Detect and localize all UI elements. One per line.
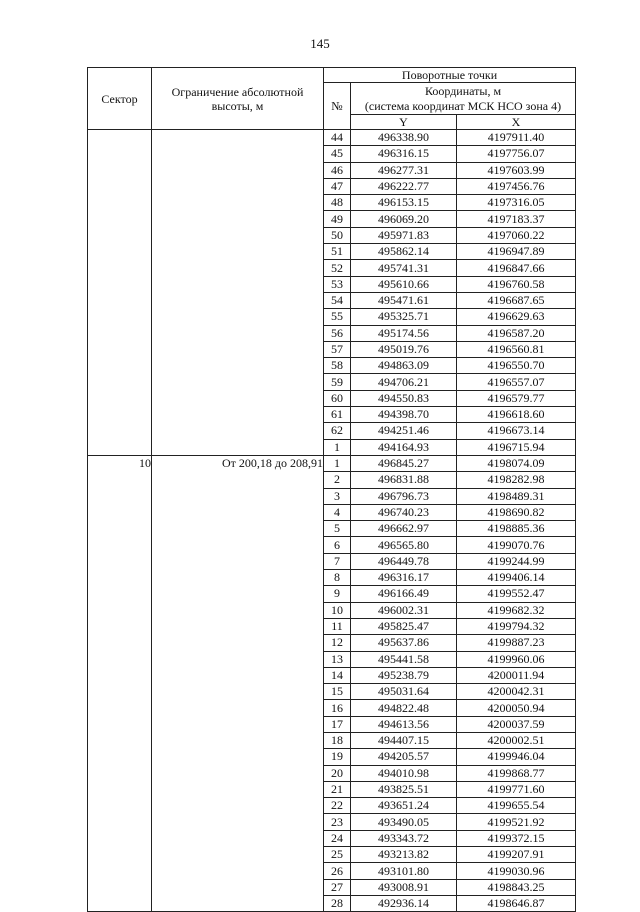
point-number-cell: 6 bbox=[324, 537, 351, 553]
point-number-cell: 57 bbox=[324, 341, 351, 357]
x-coordinate-cell: 4197183.37 bbox=[457, 211, 576, 227]
x-coordinate-cell: 4196687.65 bbox=[457, 292, 576, 308]
point-number-cell: 28 bbox=[324, 895, 351, 911]
header-number: № bbox=[324, 83, 351, 130]
y-coordinate-cell: 494010.98 bbox=[351, 765, 457, 781]
y-coordinate-cell: 496338.90 bbox=[351, 130, 457, 146]
y-coordinate-cell: 496796.73 bbox=[351, 488, 457, 504]
y-coordinate-cell: 494205.57 bbox=[351, 749, 457, 765]
altitude-limit-cell bbox=[152, 130, 324, 456]
x-coordinate-cell: 4196629.63 bbox=[457, 309, 576, 325]
point-number-cell: 21 bbox=[324, 781, 351, 797]
x-coordinate-cell: 4196587.20 bbox=[457, 325, 576, 341]
point-number-cell: 47 bbox=[324, 178, 351, 194]
point-number-cell: 62 bbox=[324, 423, 351, 439]
point-number-cell: 53 bbox=[324, 276, 351, 292]
point-number-cell: 12 bbox=[324, 635, 351, 651]
point-number-cell: 44 bbox=[324, 130, 351, 146]
point-number-cell: 55 bbox=[324, 309, 351, 325]
point-number-cell: 52 bbox=[324, 260, 351, 276]
y-coordinate-cell: 496153.15 bbox=[351, 195, 457, 211]
point-number-cell: 17 bbox=[324, 716, 351, 732]
point-number-cell: 27 bbox=[324, 879, 351, 895]
header-x: X bbox=[457, 115, 576, 130]
x-coordinate-cell: 4198282.98 bbox=[457, 472, 576, 488]
y-coordinate-cell: 496316.15 bbox=[351, 146, 457, 162]
x-coordinate-cell: 4198646.87 bbox=[457, 895, 576, 911]
x-coordinate-cell: 4197060.22 bbox=[457, 227, 576, 243]
y-coordinate-cell: 494398.70 bbox=[351, 407, 457, 423]
x-coordinate-cell: 4196715.94 bbox=[457, 439, 576, 455]
y-coordinate-cell: 495238.79 bbox=[351, 667, 457, 683]
y-coordinate-cell: 494550.83 bbox=[351, 390, 457, 406]
point-number-cell: 50 bbox=[324, 227, 351, 243]
y-coordinate-cell: 494706.21 bbox=[351, 374, 457, 390]
y-coordinate-cell: 496316.17 bbox=[351, 570, 457, 586]
x-coordinate-cell: 4199372.15 bbox=[457, 830, 576, 846]
point-number-cell: 54 bbox=[324, 292, 351, 308]
y-coordinate-cell: 495031.64 bbox=[351, 684, 457, 700]
point-number-cell: 4 bbox=[324, 504, 351, 520]
y-coordinate-cell: 496222.77 bbox=[351, 178, 457, 194]
point-number-cell: 46 bbox=[324, 162, 351, 178]
point-number-cell: 3 bbox=[324, 488, 351, 504]
point-number-cell: 51 bbox=[324, 244, 351, 260]
table-row bbox=[88, 130, 576, 146]
x-coordinate-cell: 4199771.60 bbox=[457, 781, 576, 797]
y-coordinate-cell: 492936.14 bbox=[351, 895, 457, 911]
x-coordinate-cell: 4198690.82 bbox=[457, 504, 576, 520]
point-number-cell: 13 bbox=[324, 651, 351, 667]
y-coordinate-cell: 493008.91 bbox=[351, 879, 457, 895]
header-coordinates: Координаты, м bbox=[351, 83, 576, 99]
y-coordinate-cell: 494251.46 bbox=[351, 423, 457, 439]
x-coordinate-cell: 4198489.31 bbox=[457, 488, 576, 504]
x-coordinate-cell: 4196760.58 bbox=[457, 276, 576, 292]
point-number-cell: 25 bbox=[324, 847, 351, 863]
x-coordinate-cell: 4199521.92 bbox=[457, 814, 576, 830]
point-number-cell: 14 bbox=[324, 667, 351, 683]
x-coordinate-cell: 4199887.23 bbox=[457, 635, 576, 651]
x-coordinate-cell: 4199552.47 bbox=[457, 586, 576, 602]
y-coordinate-cell: 495741.31 bbox=[351, 260, 457, 276]
point-number-cell: 5 bbox=[324, 521, 351, 537]
x-coordinate-cell: 4196847.66 bbox=[457, 260, 576, 276]
x-coordinate-cell: 4200042.31 bbox=[457, 684, 576, 700]
table-header bbox=[88, 68, 576, 130]
point-number-cell: 59 bbox=[324, 374, 351, 390]
point-number-cell: 22 bbox=[324, 798, 351, 814]
header-y: Y bbox=[351, 115, 457, 130]
y-coordinate-cell: 493651.24 bbox=[351, 798, 457, 814]
y-coordinate-cell: 495637.86 bbox=[351, 635, 457, 651]
y-coordinate-cell: 496069.20 bbox=[351, 211, 457, 227]
y-coordinate-cell: 493343.72 bbox=[351, 830, 457, 846]
x-coordinate-cell: 4198074.09 bbox=[457, 455, 576, 471]
x-coordinate-cell: 4197316.05 bbox=[457, 195, 576, 211]
y-coordinate-cell: 495325.71 bbox=[351, 309, 457, 325]
y-coordinate-cell: 495862.14 bbox=[351, 244, 457, 260]
x-coordinate-cell: 4196618.60 bbox=[457, 407, 576, 423]
y-coordinate-cell: 493213.82 bbox=[351, 847, 457, 863]
x-coordinate-cell: 4200011.94 bbox=[457, 667, 576, 683]
x-coordinate-cell: 4197603.99 bbox=[457, 162, 576, 178]
y-coordinate-cell: 496662.97 bbox=[351, 521, 457, 537]
point-number-cell: 11 bbox=[324, 618, 351, 634]
point-number-cell: 45 bbox=[324, 146, 351, 162]
x-coordinate-cell: 4199794.32 bbox=[457, 618, 576, 634]
x-coordinate-cell: 4199207.91 bbox=[457, 847, 576, 863]
x-coordinate-cell: 4199655.54 bbox=[457, 798, 576, 814]
y-coordinate-cell: 496565.80 bbox=[351, 537, 457, 553]
y-coordinate-cell: 496277.31 bbox=[351, 162, 457, 178]
y-coordinate-cell: 495441.58 bbox=[351, 651, 457, 667]
x-coordinate-cell: 4198843.25 bbox=[457, 879, 576, 895]
point-number-cell: 58 bbox=[324, 358, 351, 374]
sector-cell: 10 bbox=[88, 455, 152, 911]
y-coordinate-cell: 496449.78 bbox=[351, 553, 457, 569]
x-coordinate-cell: 4196550.70 bbox=[457, 358, 576, 374]
point-number-cell: 7 bbox=[324, 553, 351, 569]
point-number-cell: 48 bbox=[324, 195, 351, 211]
point-number-cell: 9 bbox=[324, 586, 351, 602]
x-coordinate-cell: 4200002.51 bbox=[457, 732, 576, 748]
point-number-cell: 61 bbox=[324, 407, 351, 423]
y-coordinate-cell: 493825.51 bbox=[351, 781, 457, 797]
x-coordinate-cell: 4199030.96 bbox=[457, 863, 576, 879]
point-number-cell: 10 bbox=[324, 602, 351, 618]
page-number: 145 bbox=[310, 36, 330, 51]
x-coordinate-cell: 4196673.14 bbox=[457, 423, 576, 439]
header-turn-points: Поворотные точки bbox=[324, 68, 576, 83]
y-coordinate-cell: 495471.61 bbox=[351, 292, 457, 308]
point-number-cell: 1 bbox=[324, 439, 351, 455]
x-coordinate-cell: 4197456.76 bbox=[457, 178, 576, 194]
y-coordinate-cell: 495825.47 bbox=[351, 618, 457, 634]
x-coordinate-cell: 4196947.89 bbox=[457, 244, 576, 260]
y-coordinate-cell: 494863.09 bbox=[351, 358, 457, 374]
point-number-cell: 16 bbox=[324, 700, 351, 716]
header-sector: Сектор bbox=[88, 68, 152, 130]
x-coordinate-cell: 4196557.07 bbox=[457, 374, 576, 390]
y-coordinate-cell: 496740.23 bbox=[351, 504, 457, 520]
point-number-cell: 20 bbox=[324, 765, 351, 781]
y-coordinate-cell: 496166.49 bbox=[351, 586, 457, 602]
header-altitude-limit: Ограничение абсолютной высоты, м bbox=[152, 68, 324, 130]
point-number-cell: 56 bbox=[324, 325, 351, 341]
point-number-cell: 8 bbox=[324, 570, 351, 586]
x-coordinate-cell: 4199946.04 bbox=[457, 749, 576, 765]
y-coordinate-cell: 493490.05 bbox=[351, 814, 457, 830]
y-coordinate-cell: 495971.83 bbox=[351, 227, 457, 243]
y-coordinate-cell: 493101.80 bbox=[351, 863, 457, 879]
y-coordinate-cell: 496845.27 bbox=[351, 455, 457, 471]
point-number-cell: 18 bbox=[324, 732, 351, 748]
y-coordinate-cell: 494822.48 bbox=[351, 700, 457, 716]
point-number-cell: 23 bbox=[324, 814, 351, 830]
table-body bbox=[88, 130, 576, 912]
y-coordinate-cell: 495610.66 bbox=[351, 276, 457, 292]
y-coordinate-cell: 494407.15 bbox=[351, 732, 457, 748]
altitude-limit-cell: От 200,18 до 208,91 bbox=[152, 455, 324, 911]
x-coordinate-cell: 4200037.59 bbox=[457, 716, 576, 732]
point-number-cell: 26 bbox=[324, 863, 351, 879]
y-coordinate-cell: 496831.88 bbox=[351, 472, 457, 488]
x-coordinate-cell: 4197756.07 bbox=[457, 146, 576, 162]
y-coordinate-cell: 494164.93 bbox=[351, 439, 457, 455]
coordinates-table bbox=[87, 67, 576, 912]
point-number-cell: 60 bbox=[324, 390, 351, 406]
x-coordinate-cell: 4197911.40 bbox=[457, 130, 576, 146]
x-coordinate-cell: 4199406.14 bbox=[457, 570, 576, 586]
y-coordinate-cell: 496002.31 bbox=[351, 602, 457, 618]
y-coordinate-cell: 495174.56 bbox=[351, 325, 457, 341]
point-number-cell: 24 bbox=[324, 830, 351, 846]
sector-cell bbox=[88, 130, 152, 456]
x-coordinate-cell: 4196579.77 bbox=[457, 390, 576, 406]
x-coordinate-cell: 4199960.06 bbox=[457, 651, 576, 667]
point-number-cell: 19 bbox=[324, 749, 351, 765]
header-coordinate-system: (система координат МСК НСО зона 4) bbox=[351, 99, 576, 115]
x-coordinate-cell: 4200050.94 bbox=[457, 700, 576, 716]
x-coordinate-cell: 4199868.77 bbox=[457, 765, 576, 781]
y-coordinate-cell: 494613.56 bbox=[351, 716, 457, 732]
x-coordinate-cell: 4196560.81 bbox=[457, 341, 576, 357]
point-number-cell: 15 bbox=[324, 684, 351, 700]
x-coordinate-cell: 4198885.36 bbox=[457, 521, 576, 537]
x-coordinate-cell: 4199244.99 bbox=[457, 553, 576, 569]
point-number-cell: 49 bbox=[324, 211, 351, 227]
x-coordinate-cell: 4199070.76 bbox=[457, 537, 576, 553]
table-row bbox=[88, 455, 576, 471]
point-number-cell: 1 bbox=[324, 455, 351, 471]
x-coordinate-cell: 4199682.32 bbox=[457, 602, 576, 618]
y-coordinate-cell: 495019.76 bbox=[351, 341, 457, 357]
point-number-cell: 2 bbox=[324, 472, 351, 488]
